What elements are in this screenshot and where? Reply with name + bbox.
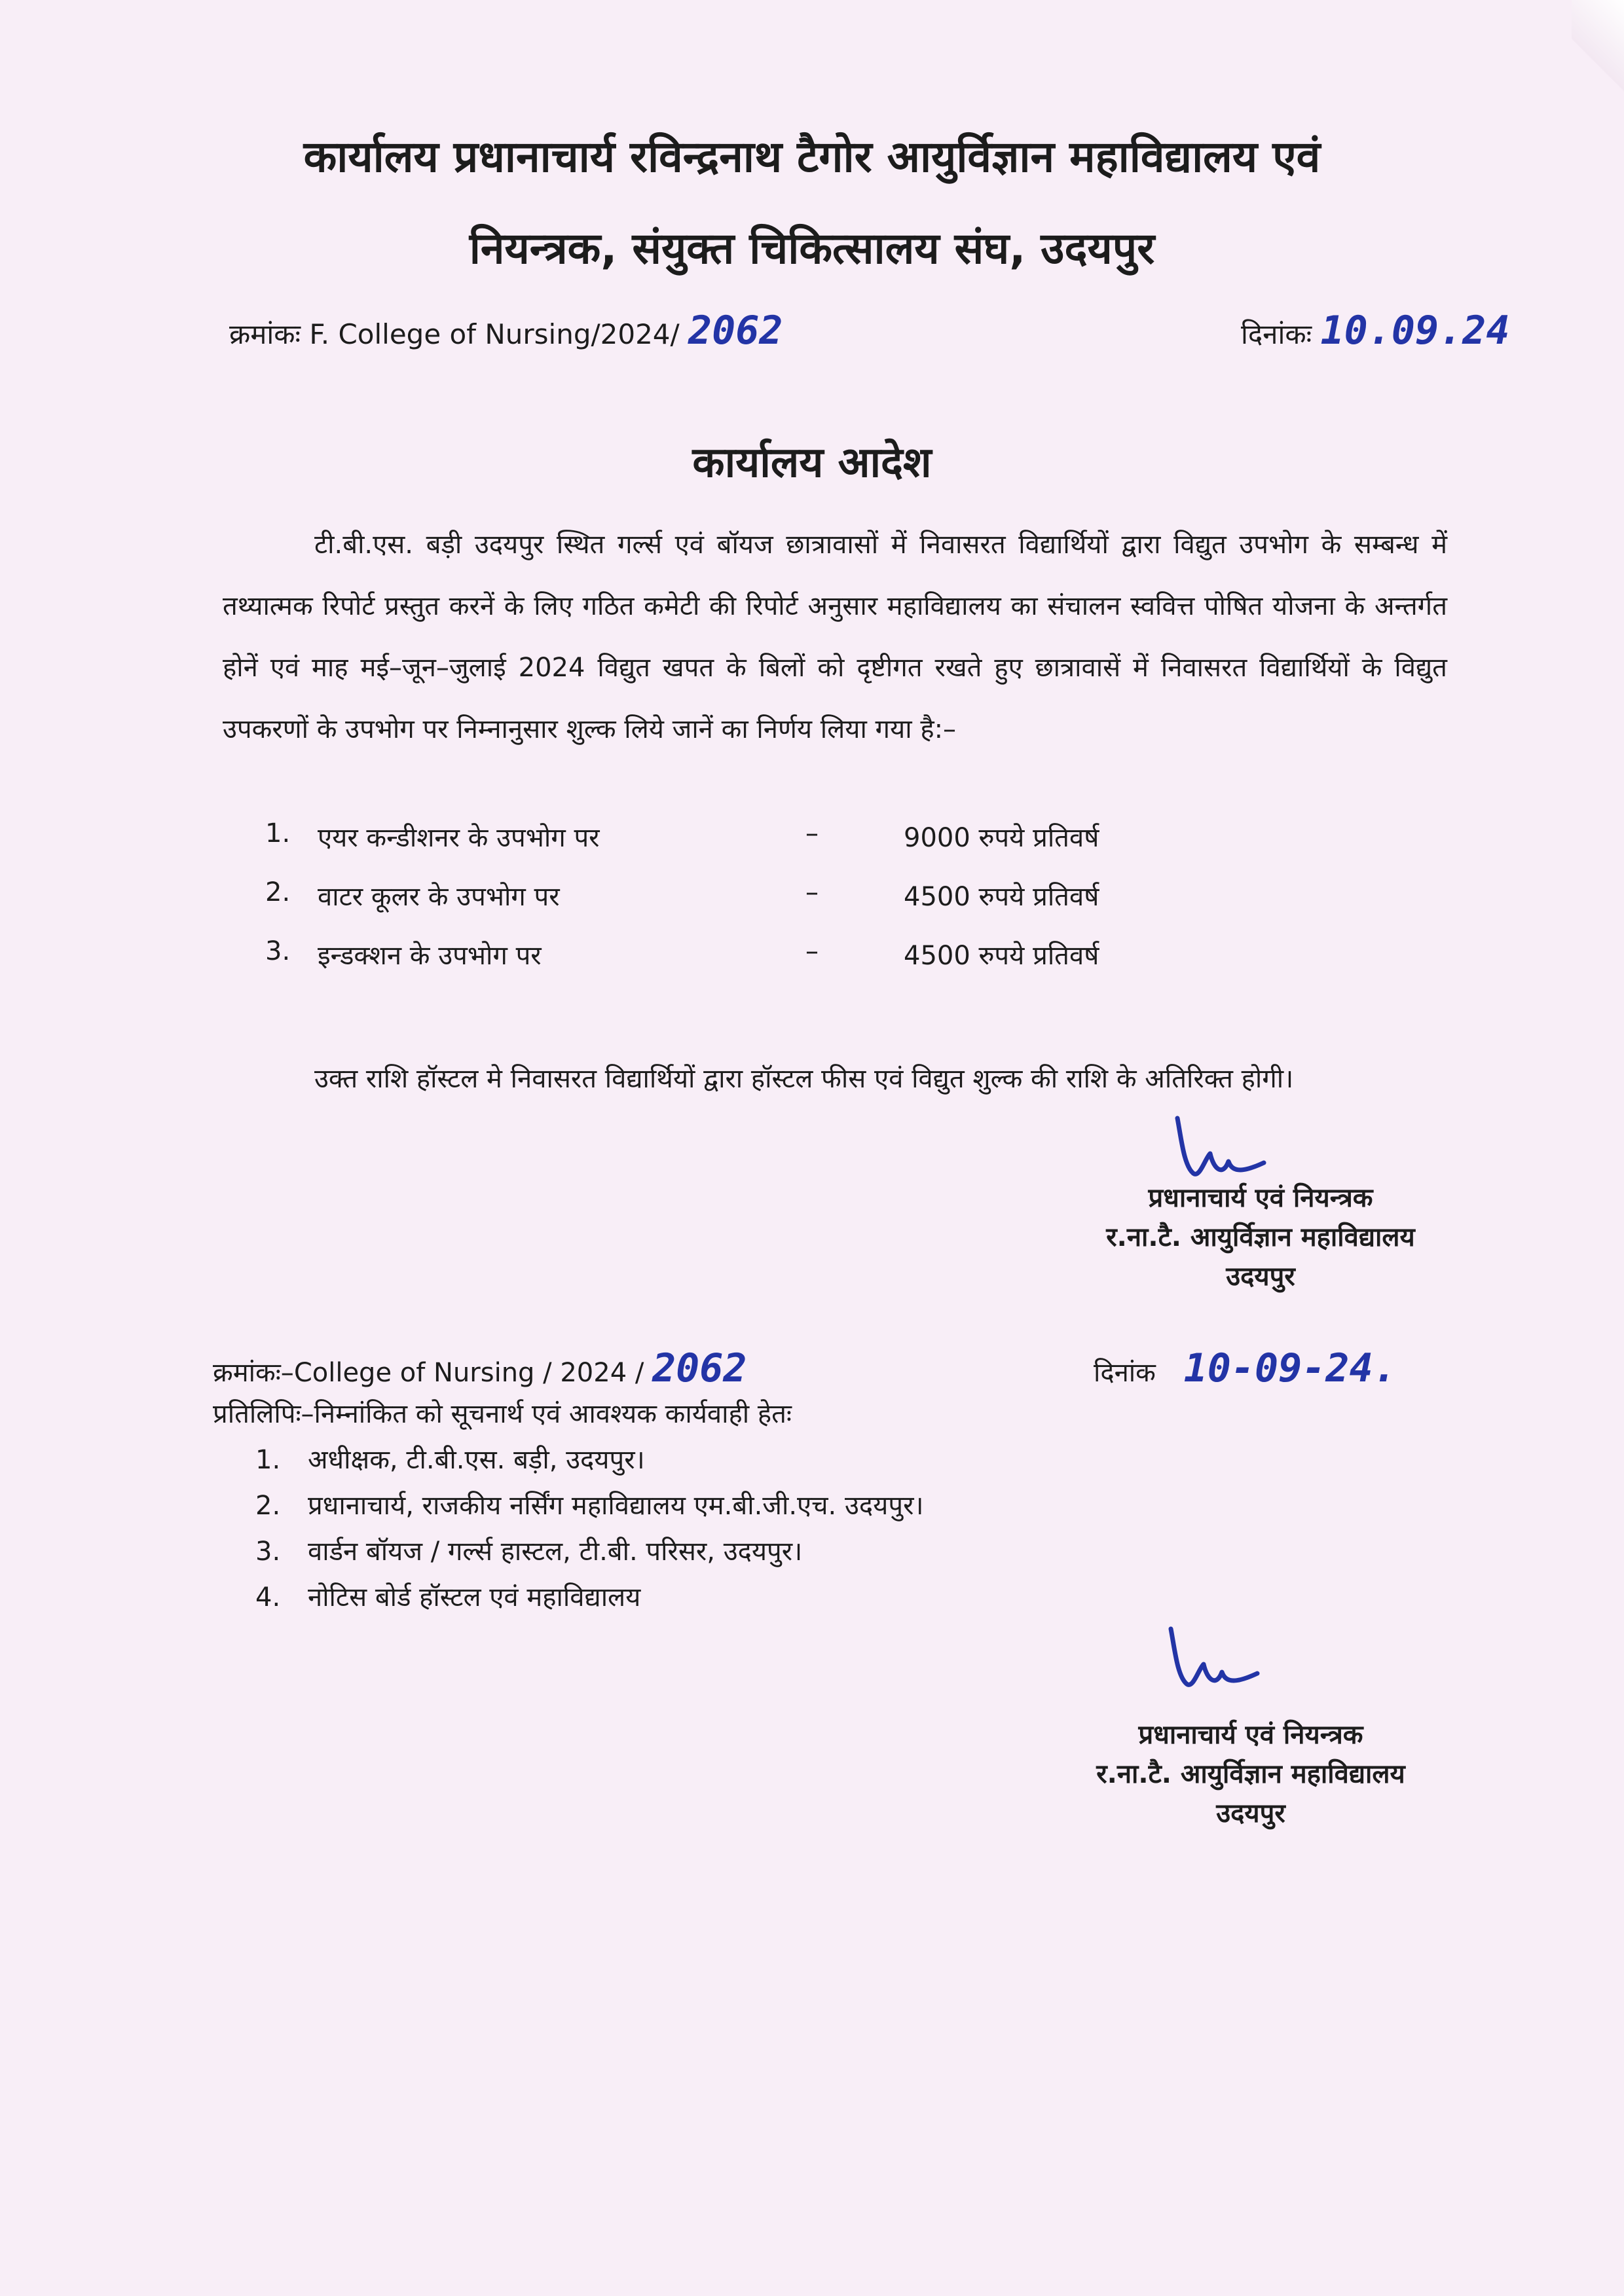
order-title: कार्यालय आदेश bbox=[692, 439, 932, 487]
fee-item: वाटर कूलर के उपभोग पर bbox=[318, 882, 560, 912]
office-heading-line2: नियन्त्रक, संयुक्त चिकित्सालय संघ, उदयपुर bbox=[469, 223, 1155, 274]
reference-date bbox=[1241, 308, 1509, 354]
copy-handwritten-date: 10-09-24. bbox=[1183, 1345, 1397, 1391]
handwritten-date: 10.09.24 bbox=[1320, 308, 1510, 354]
fee-dash: – bbox=[805, 818, 819, 848]
fee-item: एयर कन्डीशनर के उपभोग पर bbox=[318, 823, 600, 853]
copy-item-number: 4. bbox=[255, 1582, 281, 1613]
fee-amount: 4500 रुपये प्रतिवर्ष bbox=[904, 882, 1099, 912]
reference-text: F. College of Nursing/2024/ bbox=[309, 318, 680, 350]
copy-list-item bbox=[255, 1440, 645, 1476]
copy-item-text: अधीक्षक, टी.बी.एस. बड़ी, उदयपुर। bbox=[308, 1445, 645, 1475]
fee-item: इन्डक्शन के उपभोग पर bbox=[318, 941, 542, 971]
copy-date-label: दिनांक bbox=[1094, 1358, 1156, 1388]
fee-amount: 4500 रुपये प्रतिवर्ष bbox=[904, 941, 1099, 971]
signatory-college: र.ना.टै. आयुर्विज्ञान महाविद्यालय bbox=[1106, 1222, 1415, 1252]
office-heading-line1: कार्यालय प्रधानाचार्य रविन्द्रनाथ टैगोर आयुर्विज्ञान महाविद्यालय एवं bbox=[303, 132, 1321, 182]
reference-handwritten-number: 2062 bbox=[688, 308, 783, 354]
copy-item-number: 1. bbox=[255, 1445, 281, 1475]
copy-item-number: 2. bbox=[255, 1491, 281, 1521]
surcharge-paragraph: उक्त राशि हॉस्टल मे निवासरत विद्यार्थियों द्वारा हॉस्टल फीस एवं विद्युत शुल्क की राशि के अतिरिक्त होगी। bbox=[314, 1064, 1294, 1094]
copy-item-number: 3. bbox=[255, 1537, 281, 1567]
fee-amount: 9000 रुपये प्रतिवर्ष bbox=[904, 823, 1099, 853]
copy-handwritten-number: 2062 bbox=[652, 1345, 747, 1391]
copy-list-item bbox=[255, 1578, 640, 1614]
copy-intro: प्रतिलिपिः–निम्नांकित को सूचनार्थ एवं आवश्यक कार्यवाही हेतः bbox=[213, 1399, 792, 1429]
signatory-city: उदयपुर bbox=[1216, 1798, 1285, 1829]
signatory-title: प्रधानाचार्य एवं नियन्त्रक bbox=[1138, 1720, 1363, 1750]
fee-number: 1. bbox=[265, 818, 291, 848]
reference-number bbox=[229, 308, 783, 354]
signature-mark bbox=[1159, 1113, 1270, 1185]
signature-block bbox=[956, 1715, 1545, 1833]
copy-item-text: प्रधानाचार्य, राजकीय नर्सिंग महाविद्यालय एम.बी.जी.एच. उदयपुर। bbox=[308, 1491, 924, 1521]
signatory-college: र.ना.टै. आयुर्विज्ञान महाविद्यालय bbox=[1096, 1759, 1405, 1789]
copy-list-item bbox=[255, 1532, 802, 1568]
fee-dash: – bbox=[805, 877, 819, 907]
copy-item-text: नोटिस बोर्ड हॉस्टल एवं महाविद्यालय bbox=[308, 1582, 641, 1613]
signatory-city: उदयपुर bbox=[1226, 1262, 1295, 1292]
fee-number: 2. bbox=[265, 877, 291, 907]
signature-block bbox=[966, 1178, 1555, 1296]
copy-item-text: वार्डन बॉयज / गर्ल्स हास्टल, टी.बी. परिसर, उदयपुर। bbox=[308, 1537, 803, 1567]
copy-list-item bbox=[255, 1486, 924, 1522]
folded-corner bbox=[1572, 0, 1624, 98]
copy-date bbox=[1094, 1345, 1397, 1391]
copy-reference bbox=[213, 1345, 747, 1391]
signatory-title: प्रधानाचार्य एवं नियन्त्रक bbox=[1148, 1183, 1373, 1213]
reference-label: क्रमांकः bbox=[229, 318, 301, 350]
fee-number: 3. bbox=[265, 936, 291, 966]
fee-dash: – bbox=[805, 936, 819, 966]
signature-mark bbox=[1153, 1624, 1264, 1696]
copy-reference-label: क्रमांकः– bbox=[213, 1358, 294, 1388]
copy-reference-text: College of Nursing / 2024 / bbox=[293, 1358, 644, 1388]
date-label: दिनांकः bbox=[1241, 318, 1312, 350]
order-paragraph: टी.बी.एस. बड़ी उदयपुर स्थित गर्ल्स एवं बॉयज छात्रावासों में निवासरत विद्यार्थियों द्वारा विद्युत उपभोग के सम्बन्ध में तथ्यात्मक रिपोर्ट प्रस्तुत करनें के लिए गठित कमेटी की रिपोर्ट अनुसार महाविद्यालय का संचालन स्ववित्त पोषित योजना के अन्तर्गत होनें एवं माह मई–जून–जुलाई 2024 विद्युत खपत के बिलों को दृष्टीगत रखते हुए छात्रावासें में निवासरत विद्यार्थियों के विद्युत उपकरणों के उपभोग पर निम्नानुसार शुल्क लिये जानें का निर्णय लिया गया है:– bbox=[223, 530, 1447, 744]
